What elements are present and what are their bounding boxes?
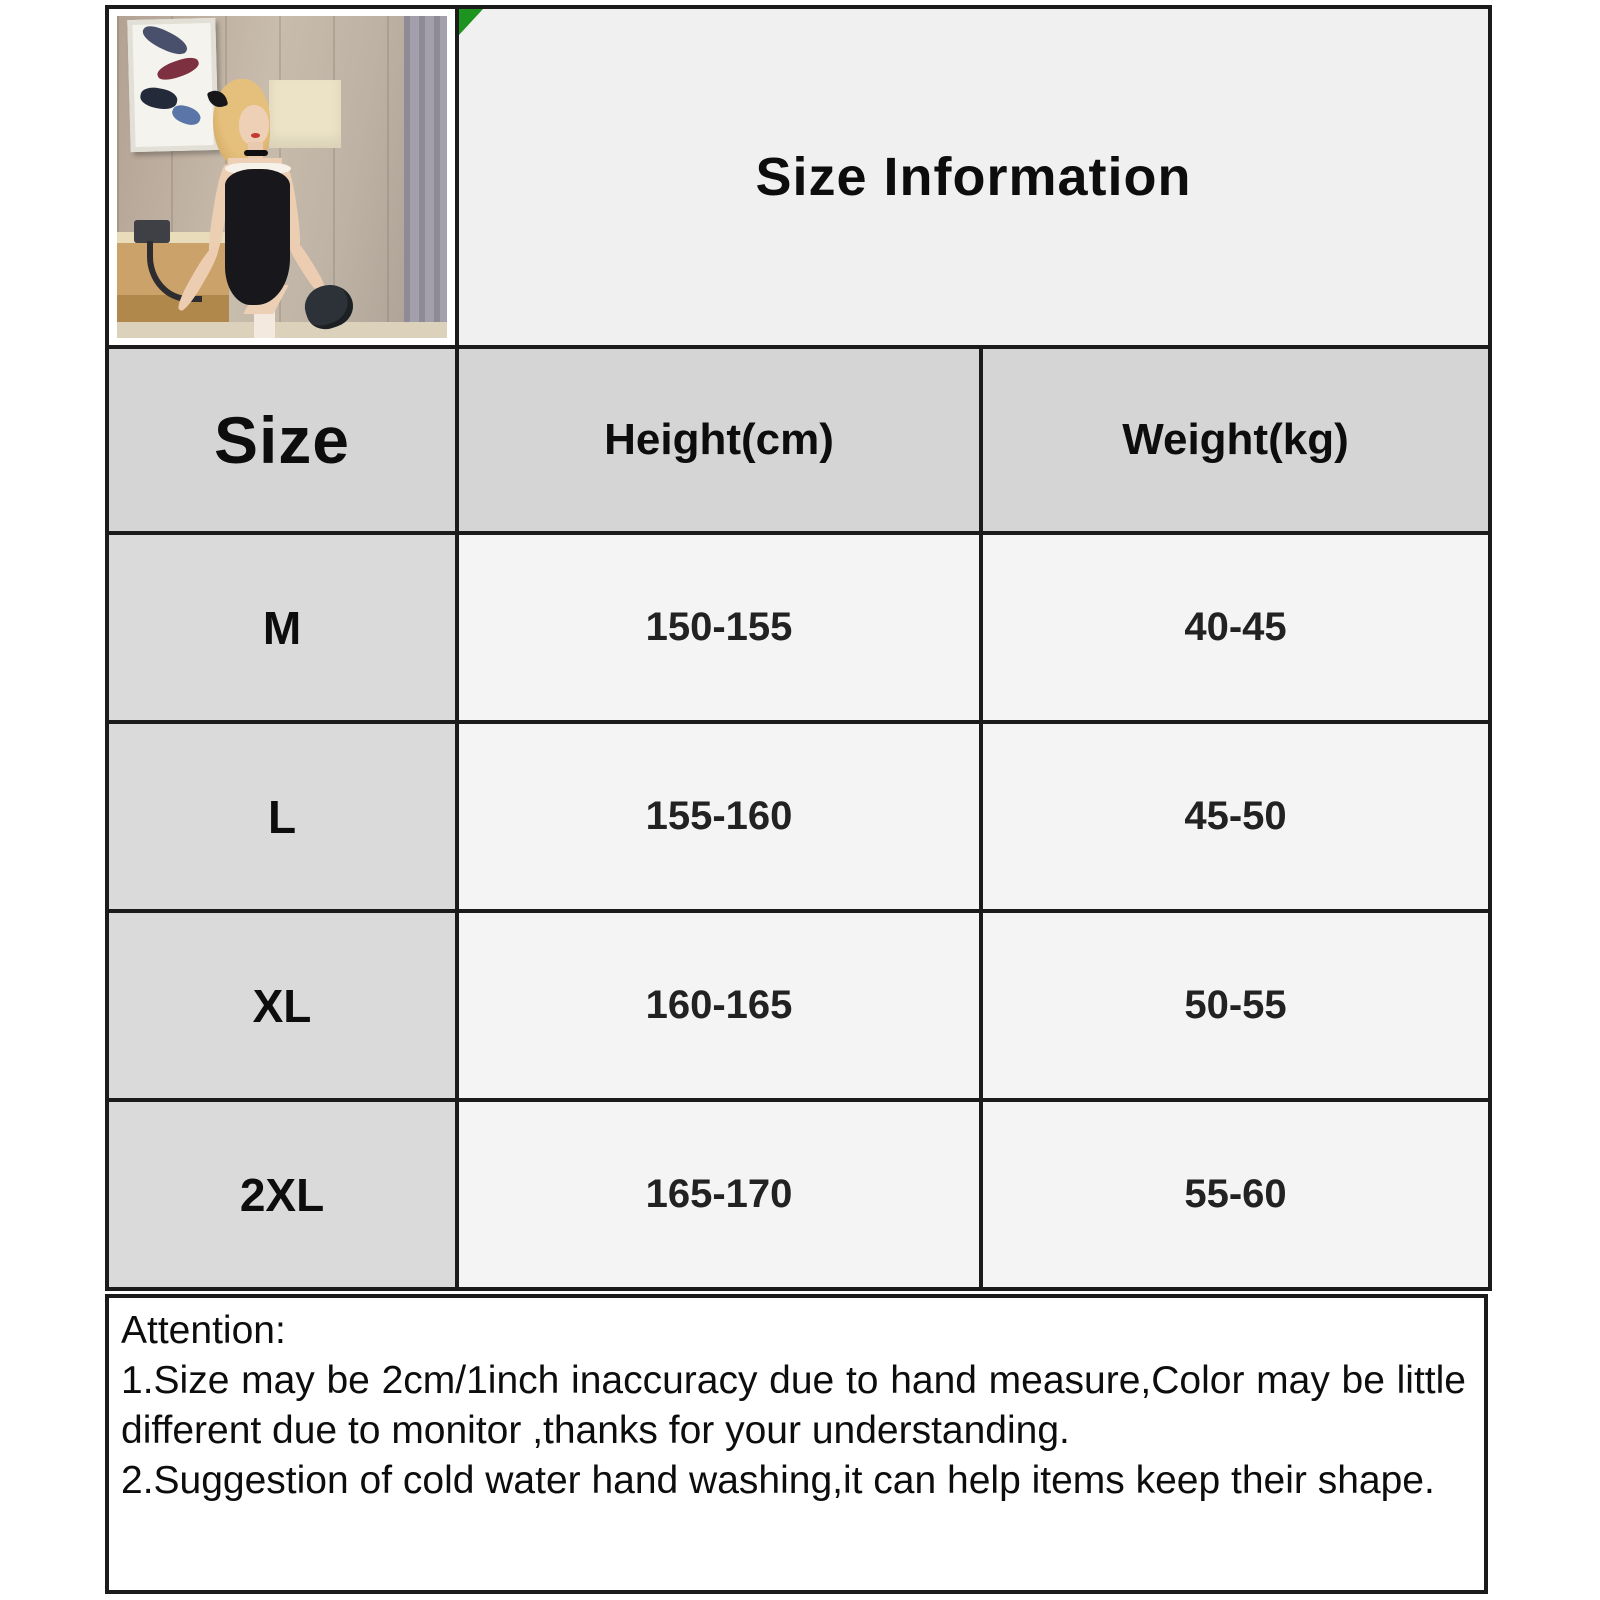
art-stroke (139, 22, 190, 60)
black-dress (225, 169, 290, 306)
table-row (107, 533, 1490, 722)
photo-header-row (107, 7, 1490, 347)
column-header-size: Size (107, 347, 457, 533)
attention-box (105, 1294, 1488, 1594)
height-value: 160-165 (457, 911, 981, 1100)
column-header-height: Height(cm) (457, 347, 981, 533)
weight-value: 40-45 (981, 533, 1490, 722)
photo-curtain (404, 16, 447, 338)
photo-wall-art (127, 18, 218, 153)
green-corner-marker-icon (459, 9, 483, 35)
size-table (105, 5, 1492, 1291)
page-title: Size Information (755, 147, 1192, 207)
product-photo-cell (107, 7, 457, 347)
size-chart-sheet (105, 5, 1488, 1594)
height-value: 165-170 (457, 1100, 981, 1289)
size-label: M (107, 533, 457, 722)
photo-outlet (134, 220, 170, 243)
photo-floor (117, 322, 447, 338)
weight-value: 50-55 (981, 911, 1490, 1100)
attention-note-2: 2.Suggestion of cold water hand washing,it can help items keep their shape. (121, 1458, 1435, 1502)
weight-value: 55-60 (981, 1100, 1490, 1289)
size-label: XL (107, 911, 457, 1100)
column-header-weight: Weight(kg) (981, 347, 1490, 533)
title-cell (457, 7, 1490, 347)
art-stroke (169, 102, 203, 128)
height-value: 155-160 (457, 722, 981, 911)
product-photo (117, 16, 447, 338)
table-row (107, 911, 1490, 1100)
model-face (239, 105, 269, 145)
attention-note-1: 1.Size may be 2cm/1inch inaccuracy due to hand measure,Color may be little different due to monitor ,thanks for your understanding. (121, 1358, 1466, 1452)
height-value: 150-155 (457, 533, 981, 722)
size-label: 2XL (107, 1100, 457, 1289)
model-choker (244, 150, 268, 156)
photo-lampshade (269, 80, 342, 148)
weight-value: 45-50 (981, 722, 1490, 911)
model-lips (251, 133, 260, 138)
table-row (107, 1100, 1490, 1289)
attention-title: Attention: (121, 1309, 286, 1352)
column-header-row (107, 347, 1490, 533)
size-label: L (107, 722, 457, 911)
art-stroke (155, 54, 201, 83)
table-row (107, 722, 1490, 911)
